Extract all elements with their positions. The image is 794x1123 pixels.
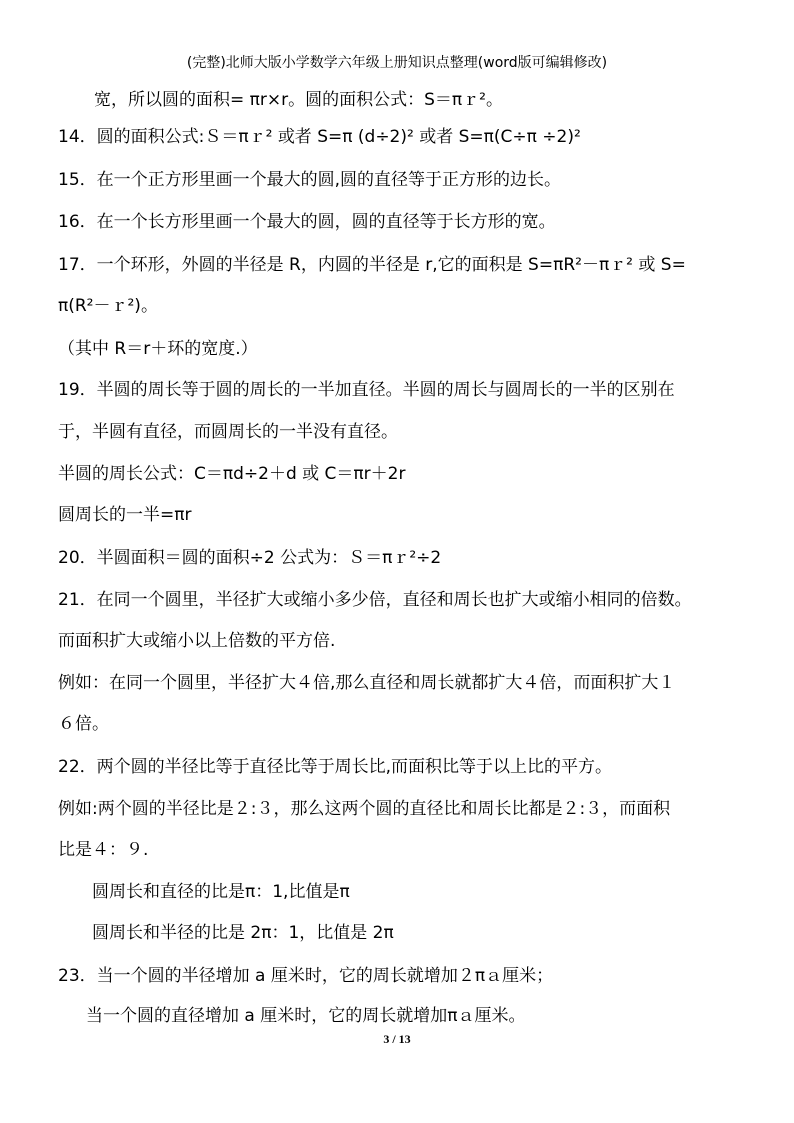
text-line: ６倍。 — [58, 714, 109, 734]
text-line: 20．半圆面积＝圆的面积÷2 公式为：Ｓ＝πｒ²÷2 — [58, 548, 442, 568]
text-line: 16．在一个长方形里画一个最大的圆，圆的直径等于长方形的宽。 — [58, 212, 556, 232]
page-number: 3 / 13 — [383, 1032, 411, 1046]
text-line: 圆周长的一半=πr — [58, 505, 192, 525]
text-line: 当一个圆的直径增加 a 厘米时，它的周长就增加πａ厘米。 — [86, 1006, 526, 1026]
text-line: 于，半圆有直径，而圆周长的一半没有直径。 — [58, 422, 398, 442]
text-line: （其中 R＝r＋环的宽度.） — [58, 339, 258, 359]
text-line: π(R²－ｒ²)。 — [58, 296, 158, 316]
text-line: 例如：在同一个圆里，半径扩大４倍,那么直径和周长就都扩大４倍，而面积扩大１ — [58, 673, 676, 693]
text-line: 19．半圆的周长等于圆的周长的一半加直径。半圆的周长与圆周长的一半的区别在 — [58, 380, 675, 400]
text-line: 半圆的周长公式：C＝πd÷2＋d 或 C＝πr＋2r — [58, 464, 406, 484]
text-line: 23．当一个圆的半径增加 a 厘米时，它的周长就增加２πａ厘米； — [58, 966, 554, 986]
text-line: 17．一个环形，外圆的半径是 R，内圆的半径是 r,它的面积是 S=πR²－πｒ² 或 S= — [58, 255, 686, 275]
text-line: 比是４：９. — [58, 840, 149, 860]
text-line: 圆周长和直径的比是π：1,比值是π — [92, 882, 350, 902]
text-line: 14．圆的面积公式:Ｓ＝πｒ² 或者 S=π (d÷2)² 或者 S=π(C÷π ÷2)² — [58, 127, 581, 147]
text-line: 15．在一个正方形里画一个最大的圆,圆的直径等于正方形的边长。 — [58, 170, 562, 190]
text-line: 圆周长和半径的比是 2π：1，比值是 2π — [92, 923, 394, 943]
text-line: 例如:两个圆的半径比是２:３，那么这两个圆的直径比和周长比都是２:３，而面积 — [58, 799, 671, 819]
text-line: 22．两个圆的半径比等于直径比等于周长比,而面积比等于以上比的平方。 — [58, 757, 613, 777]
document-header: (完整)北师大版小学数学六年级上册知识点整理(word版可编辑修改) — [186, 55, 608, 71]
text-line: 21．在同一个圆里，半径扩大或缩小多少倍，直径和周长也扩大或缩小相同的倍数。 — [58, 590, 692, 610]
text-line: 宽，所以圆的面积= πr×r。圆的面积公式：S＝πｒ²。 — [94, 90, 503, 110]
text-line: 而面积扩大或缩小以上倍数的平方倍. — [58, 631, 336, 651]
